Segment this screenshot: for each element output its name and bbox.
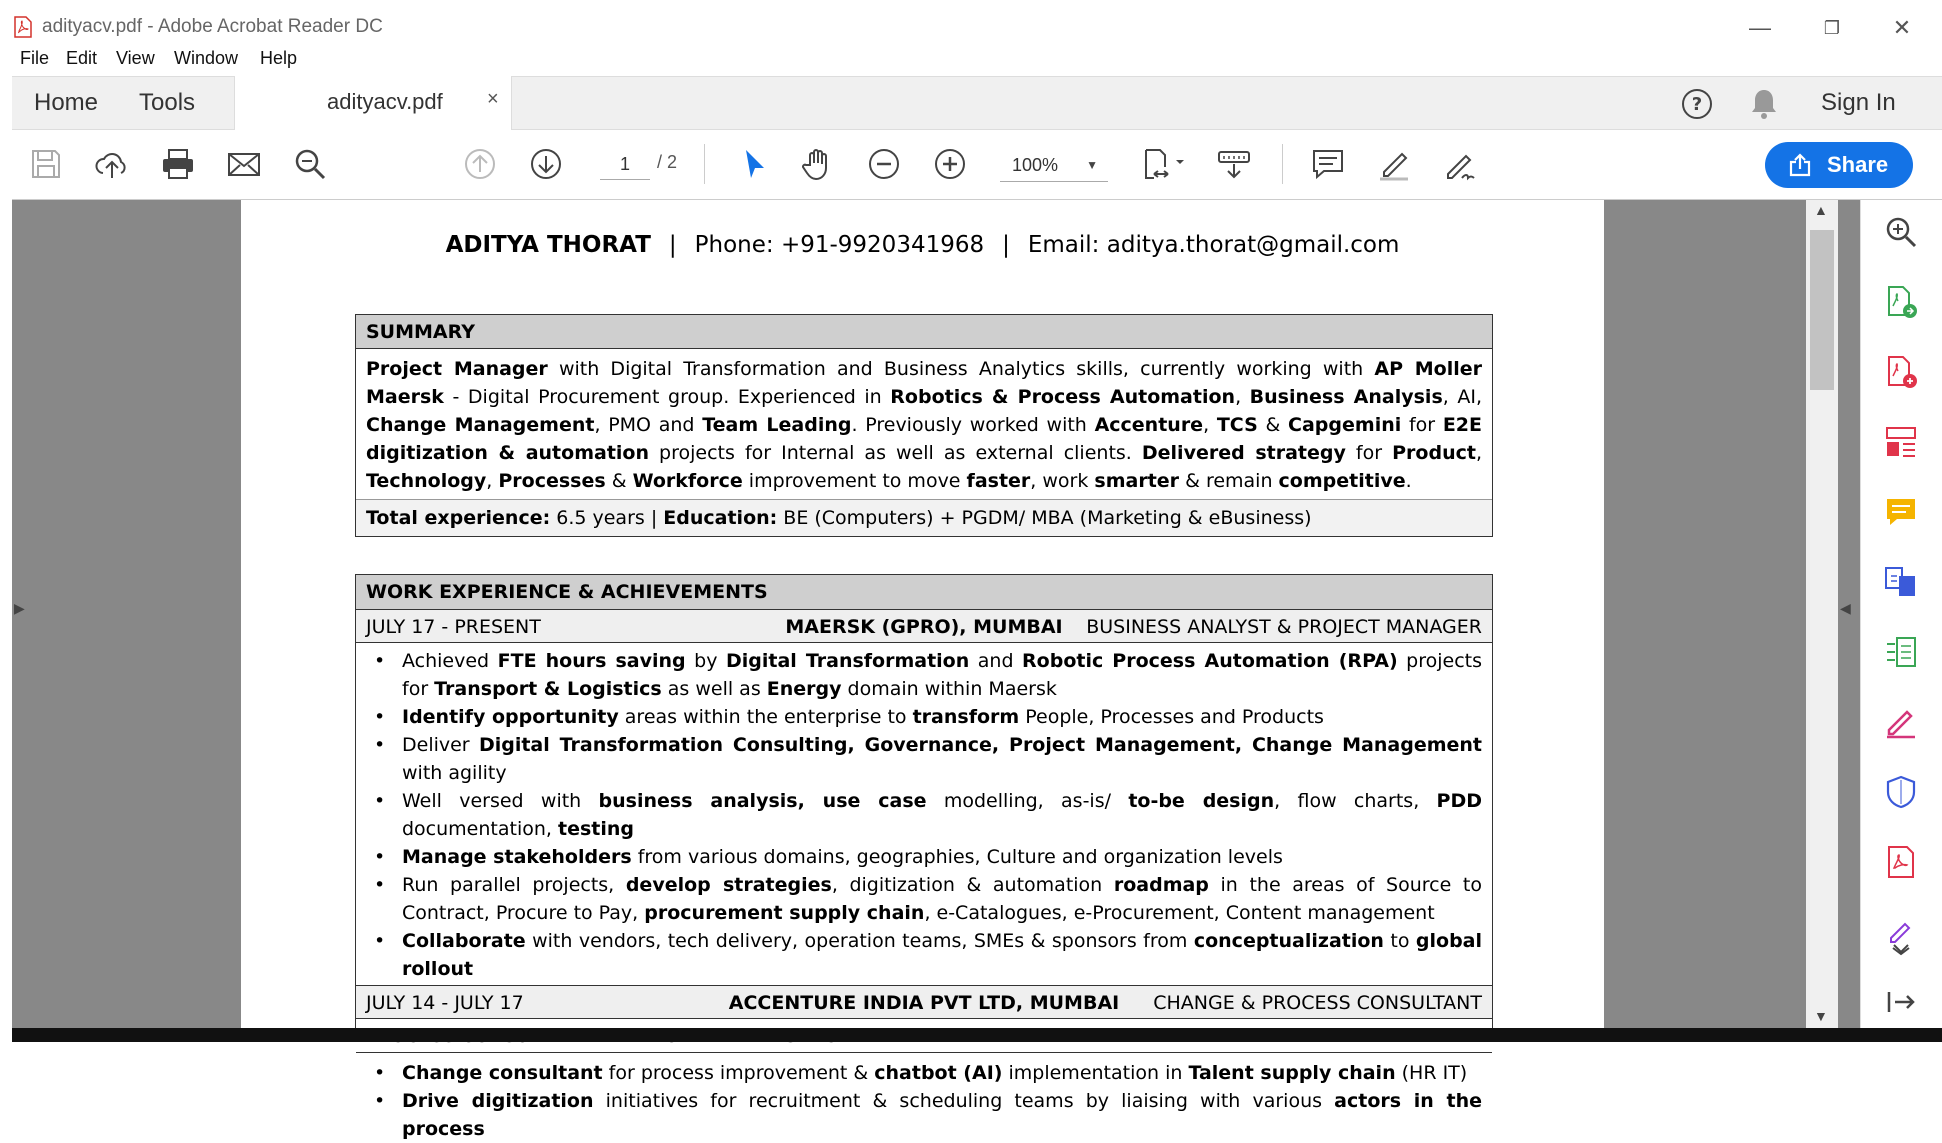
- edit-pdf-icon[interactable]: [1883, 424, 1919, 460]
- job-date: JULY 14 - JULY 17: [366, 992, 524, 1014]
- summary-section: [355, 314, 1493, 537]
- tab-home[interactable]: Home: [34, 89, 99, 116]
- list-item: • Drive digitization initiatives for recruitment & scheduling teams by liaising with various actors in the process: [366, 1087, 1482, 1143]
- toolbar-divider: [1282, 144, 1283, 184]
- next-page-icon[interactable]: [528, 146, 564, 182]
- scroll-mode-icon[interactable]: [1216, 146, 1252, 182]
- scroll-down-icon[interactable]: ▼: [1814, 1008, 1828, 1024]
- job-row-accenture: [356, 985, 1492, 1019]
- restore-button[interactable]: ❐: [1823, 18, 1841, 38]
- zoom-level-value: 100%: [1012, 155, 1059, 175]
- vertical-scrollbar[interactable]: [1806, 200, 1838, 1028]
- tab-document[interactable]: [234, 76, 512, 131]
- upload-cloud-icon[interactable]: [94, 146, 130, 182]
- achievement-list: [356, 1053, 1492, 1143]
- work-experience-section: [355, 574, 1493, 1140]
- close-window-button[interactable]: ✕: [1892, 15, 1912, 40]
- job-date: JULY 17 - PRESENT: [366, 616, 541, 638]
- scroll-up-icon[interactable]: ▲: [1814, 202, 1828, 218]
- job-company: ACCENTURE INDIA PVT LTD, MUMBAI: [728, 992, 1120, 1014]
- list-item: • Manage stakeholders from various domains, geographies, Culture and organization levels: [366, 843, 1482, 871]
- page-number-input[interactable]: 1: [600, 148, 650, 180]
- fill-sign-icon[interactable]: [1883, 704, 1919, 740]
- save-icon[interactable]: [28, 146, 64, 182]
- collapse-right-panel-icon[interactable]: ◀: [1840, 600, 1851, 616]
- list-item: • Identify opportunity areas within the enterprise to transform People, Processes and Products: [366, 703, 1482, 731]
- menu-edit[interactable]: Edit: [66, 48, 98, 68]
- summary-heading: SUMMARY: [356, 315, 1492, 349]
- resume-email: Email: aditya.thorat@gmail.com: [1027, 232, 1400, 258]
- sign-in-link[interactable]: Sign In: [1821, 89, 1896, 116]
- list-item: • Collaborate with vendors, tech delivery, operation teams, SMEs & sponsors from conceptualization to global rollout: [366, 927, 1482, 983]
- email-icon[interactable]: [226, 146, 262, 182]
- resume-phone: Phone: +91-9920341968: [694, 232, 985, 258]
- page-total: / 2: [657, 152, 678, 172]
- collapse-panel-icon[interactable]: [1883, 984, 1919, 1020]
- right-tools-panel: [1860, 200, 1942, 1028]
- zoom-out-icon[interactable]: [866, 146, 902, 182]
- sign-icon[interactable]: [1442, 146, 1478, 182]
- help-icon[interactable]: [1680, 87, 1714, 121]
- fit-page-icon[interactable]: [1140, 146, 1190, 182]
- expand-left-panel-icon[interactable]: ▶: [14, 600, 25, 616]
- list-item: • Achieved FTE hours saving by Digital Transformation and Robotic Process Automation (RPA) projects for Transport & Logistics as well as Energy domain within Maersk: [366, 647, 1482, 703]
- hand-tool-icon[interactable]: [800, 146, 836, 182]
- comment-tool-icon[interactable]: [1883, 494, 1919, 530]
- job-role: CHANGE & PROCESS CONSULTANT: [1153, 992, 1482, 1014]
- select-cursor-icon[interactable]: [736, 146, 772, 182]
- toolbar: [12, 130, 1942, 200]
- more-tools-icon[interactable]: [1883, 914, 1919, 942]
- menu-view[interactable]: View: [116, 48, 155, 68]
- window-title: adityacv.pdf - Adobe Acrobat Reader DC: [42, 16, 383, 37]
- header-divider: |: [668, 232, 677, 258]
- acrobat-pdf-icon: [14, 16, 32, 38]
- tab-bar: [12, 76, 1942, 130]
- document-tab-label: adityacv.pdf: [327, 89, 443, 114]
- job-company: MAERSK (GPRO), MUMBAI: [785, 616, 1063, 638]
- share-label: Share: [1827, 152, 1889, 177]
- minimize-button[interactable]: —: [1749, 15, 1771, 40]
- zoom-level-select[interactable]: [1000, 148, 1108, 182]
- menu-bar: [0, 48, 1942, 76]
- chevron-down-icon: ▼: [1086, 158, 1098, 172]
- comment-icon[interactable]: [1310, 146, 1346, 182]
- scrollbar-thumb[interactable]: [1810, 230, 1834, 390]
- job-row-maersk: [356, 609, 1492, 643]
- document-margin: [1604, 200, 1806, 1028]
- summary-total-experience: Total experience: 6.5 years | Education: BE (Computers) + PGDM/ MBA (Marketing & eBusiness): [356, 499, 1492, 536]
- pdf-page: [241, 200, 1604, 1140]
- share-icon: [1787, 153, 1813, 177]
- share-button[interactable]: [1765, 142, 1913, 188]
- achievement-list: [356, 643, 1492, 983]
- previous-page-icon[interactable]: [462, 146, 498, 182]
- taskbar-strip: [12, 1028, 1942, 1042]
- create-pdf-icon[interactable]: [1883, 354, 1919, 390]
- list-item: • Change consultant for process improvement & chatbot (AI) implementation in Talent supply chain (HR IT): [366, 1059, 1482, 1087]
- export-pdf-icon[interactable]: [1883, 284, 1919, 320]
- list-item: • Run parallel projects, develop strategies, digitization & automation roadmap in the areas of Source to Contract, Procure to Pay, procurement supply chain, e-Catalogues, e-Procurement, Content management: [366, 871, 1482, 927]
- resume-name: ADITYA THORAT: [445, 232, 651, 258]
- job-role: BUSINESS ANALYST & PROJECT MANAGER: [1086, 616, 1482, 638]
- work-experience-heading: WORK EXPERIENCE & ACHIEVEMENTS: [356, 575, 1492, 609]
- resume-header: [241, 232, 1604, 258]
- organize-pages-icon[interactable]: [1883, 634, 1919, 670]
- toolbar-divider: [704, 144, 705, 184]
- menu-file[interactable]: File: [20, 48, 50, 68]
- list-item: • Well versed with business analysis, use case modelling, as-is/ to-be design, flow charts, PDD documentation, testing: [366, 787, 1482, 843]
- combine-files-icon[interactable]: [1883, 564, 1919, 600]
- zoom-search-icon[interactable]: [1883, 214, 1919, 250]
- protect-shield-icon[interactable]: [1883, 774, 1919, 810]
- svg-text:?: ?: [1691, 94, 1703, 115]
- print-icon[interactable]: [160, 146, 196, 182]
- menu-window[interactable]: Window: [174, 48, 239, 68]
- close-tab-icon[interactable]: ×: [487, 88, 499, 110]
- summary-text: Project Manager with Digital Transformation and Business Analytics skills, currently working with AP Moller Maersk - Digital Procurement group. Experienced in Robotics & Process Automation, Business Analysis, AI, Change Management, PMO and Team Leading. Previously worked with Accenture, TCS & Capgemini for E2E digitization & automation projects for Internal as well as external clients. Delivered strategy for Product, Technology, Processes & Workforce improvement to move faster, work smarter & remain competitive.: [366, 358, 1482, 492]
- search-icon[interactable]: [292, 146, 328, 182]
- list-item: • Deliver Digital Transformation Consulting, Governance, Project Management, Change Management with agility: [366, 731, 1482, 787]
- menu-help[interactable]: Help: [260, 48, 298, 68]
- chevron-down-icon[interactable]: [1883, 940, 1919, 960]
- zoom-in-icon[interactable]: [932, 146, 968, 182]
- tab-tools[interactable]: Tools: [139, 89, 196, 116]
- notification-bell-icon[interactable]: [1748, 87, 1780, 121]
- acrobat-pdf-tool-icon[interactable]: [1883, 844, 1919, 880]
- header-divider: |: [1002, 232, 1010, 258]
- highlight-pen-icon[interactable]: [1376, 146, 1412, 182]
